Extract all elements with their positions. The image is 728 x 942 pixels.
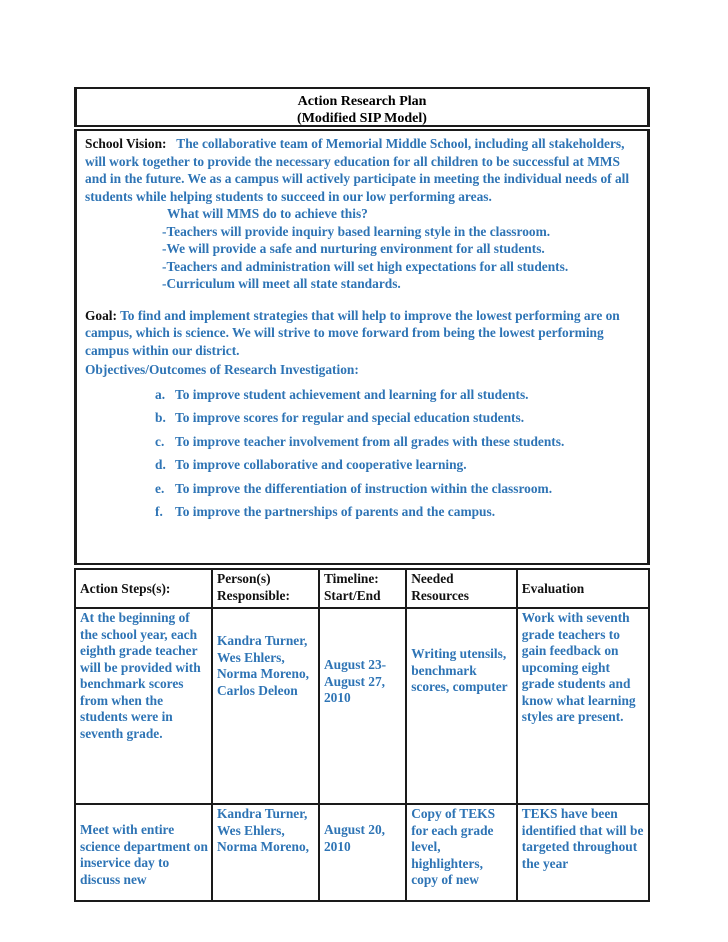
header-evaluation: Evaluation — [517, 569, 649, 608]
cell-needed-resources: Copy of TEKS for each grade level, highlighters, copy of new — [406, 804, 517, 901]
objective-item: d. To improve collaborative and cooperative learning. — [155, 457, 467, 472]
goal-paragraph — [85, 307, 639, 360]
cell-needed-resources: Writing utensils, benchmark scores, computer — [406, 608, 517, 804]
school-vision-label: School Vision: — [85, 136, 167, 151]
objective-item: b. To improve scores for regular and special education students. — [155, 410, 525, 425]
document-title-box — [74, 87, 650, 127]
cell-persons-responsible: Kandra Turner, Wes Ehlers, Norma Moreno, Carlos Deleon — [212, 608, 319, 804]
objectives-heading: Objectives/Outcomes of Research Investigation: — [85, 362, 359, 377]
school-vision-paragraph — [85, 135, 639, 205]
vision-point-4: -Curriculum will meet all state standards. — [162, 276, 401, 291]
school-vision-text: The collaborative team of Memorial Middle School, including all stakeholders, will work together to provide the necessary education for all children to be successful at MMS and in the future. We as a campus will actively participate in meeting the individual needs of all students while helping students to succeed in our low performing areas. — [85, 136, 630, 204]
cell-timeline: August 20, 2010 — [319, 804, 406, 901]
table-header-row — [75, 569, 649, 608]
header-needed-resources: Needed Resources — [406, 569, 517, 608]
title-line-1: Action Research Plan — [297, 94, 427, 109]
goal-label: Goal: — [85, 307, 117, 323]
cell-evaluation: TEKS have been identified that will be targeted throughout the year — [517, 804, 649, 901]
cell-evaluation: Work with seventh grade teachers to gain feedback on upcoming eight grade students and know what learning styles are present. — [517, 608, 649, 804]
cell-persons-responsible: Kandra Turner, Wes Ehlers, Norma Moreno, — [212, 804, 319, 901]
table-row — [75, 608, 649, 804]
objectives-list — [85, 383, 639, 524]
vision-question: What will MMS do to achieve this? — [167, 206, 368, 221]
vision-goals-box — [74, 129, 650, 565]
objective-item: c. To improve teacher involvement from all grades with these students. — [155, 433, 565, 449]
objective-item: e. To improve the differentiation of instruction within the classroom. — [155, 480, 553, 496]
objective-item: f. To improve the partnerships of parents and the campus. — [155, 504, 496, 519]
title-line-2: (Modified SIP Model) — [297, 111, 427, 126]
cell-timeline: August 23-August 27, 2010 — [319, 608, 406, 804]
header-timeline: Timeline: Start/End — [319, 569, 406, 608]
cell-action-steps: Meet with entire science department on inservice day to discuss new — [75, 804, 212, 901]
vision-point-1: -Teachers will provide inquiry based learning style in the classroom. — [162, 223, 551, 239]
vision-point-3: -Teachers and administration will set high expectations for all students. — [162, 258, 569, 274]
objective-item: a. To improve student achievement and learning for all students. — [155, 386, 529, 402]
cell-action-steps: At the beginning of the school year, each eighth grade teacher will be provided with benchmark scores from when the students were in seventh grade. — [75, 608, 212, 804]
header-persons-responsible: Person(s) Responsible: — [212, 569, 319, 608]
header-action-steps: Action Steps(s): — [75, 569, 212, 608]
table-row — [75, 804, 649, 901]
action-plan-table — [74, 568, 650, 902]
goal-text: To find and implement strategies that will help to improve the lowest performing are on campus, which is science. We will strive to move forward from being the lowest performing campus within our district. — [85, 307, 620, 358]
vision-point-2: -We will provide a safe and nurturing environment for all students. — [162, 241, 545, 256]
